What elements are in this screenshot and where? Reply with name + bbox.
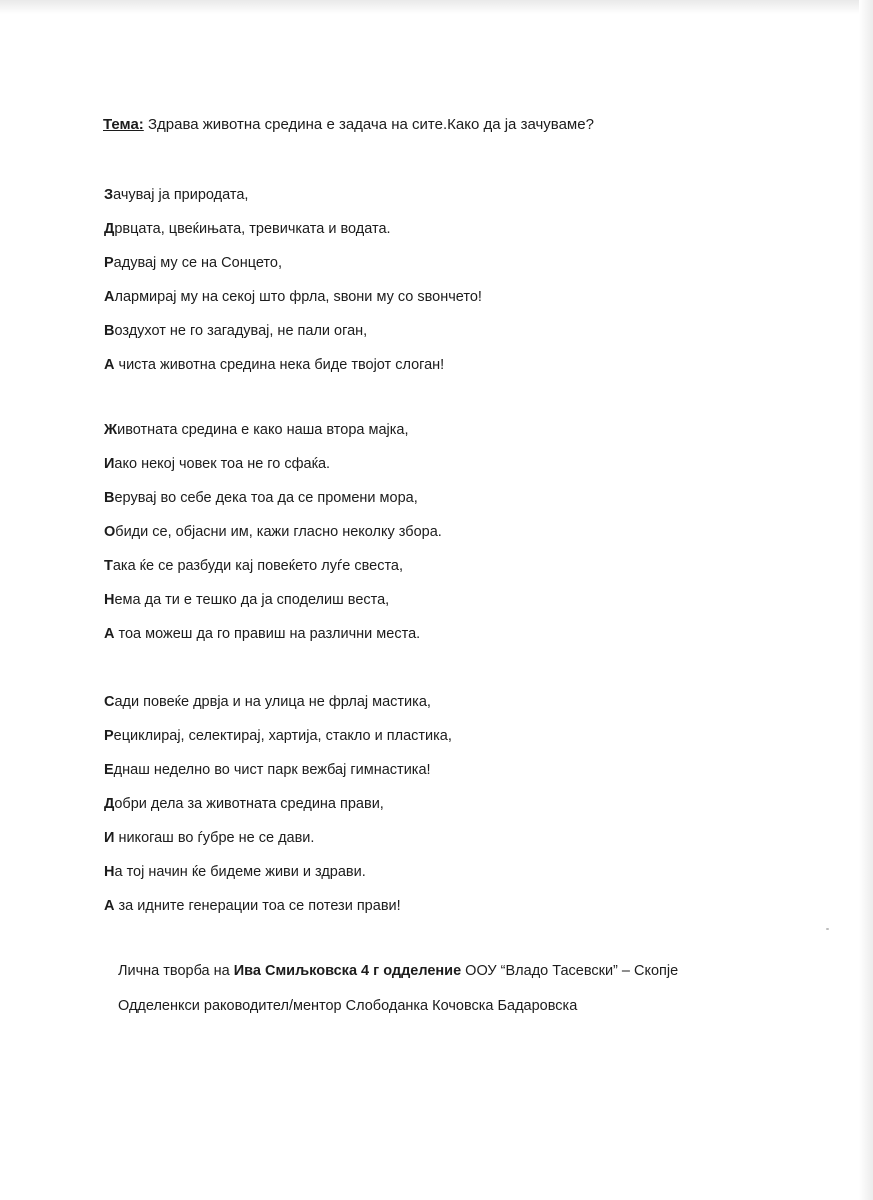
acrostic-letter: И <box>104 830 115 846</box>
poem-line <box>104 625 420 643</box>
poem-line <box>104 254 282 272</box>
acrostic-letter: В <box>104 323 115 339</box>
poem-line <box>104 829 314 847</box>
poem-line <box>104 557 403 575</box>
acrostic-letter: З <box>104 187 114 203</box>
poem-line-text: ерувај во себе дека тоа да се промени мора, <box>114 490 418 506</box>
poem-line <box>104 863 366 881</box>
author-prefix: Лична творба на <box>118 963 234 979</box>
poem-line-text: ециклирај, селектирај, хартија, стакло и пластика, <box>113 728 452 744</box>
poem-line-text: ивотната средина е како наша втора мајка, <box>117 422 409 438</box>
acrostic-letter: А <box>104 357 115 373</box>
poem-line-text: биди се, објасни им, кажи гласно неколку збора. <box>115 524 442 540</box>
poem-line <box>104 356 444 374</box>
acrostic-letter: С <box>104 694 115 710</box>
poem-line <box>104 421 409 439</box>
title-text: Здрава животна средина е задача на сите.Како да ја зачуваме? <box>143 116 594 133</box>
mentor-text: Одделенкси раководител/ментор Слободанка Кочовска Бадаровска <box>118 998 578 1014</box>
poem-line-text: обри дела за животната средина прави, <box>114 796 384 812</box>
poem-line-text: за идните генерации тоа се потези прави! <box>114 898 401 914</box>
acrostic-letter: Р <box>104 728 114 744</box>
acrostic-letter: В <box>104 490 115 506</box>
poem-line-text: ади повеќе дрвја и на улица не фрлај мастика, <box>114 694 431 710</box>
poem-line <box>104 455 330 473</box>
poem-line-text: никогаш во ѓубре не се дави. <box>114 830 315 846</box>
poem-line-text: ака ќе се разбуди кај повеќето луѓе свеста, <box>112 558 404 574</box>
poem-line <box>104 897 401 915</box>
acrostic-letter: Н <box>104 864 115 880</box>
mentor-line <box>118 997 577 1015</box>
poem-line-text: адувај му се на Сонцето, <box>113 255 282 271</box>
poem-line <box>104 322 367 340</box>
poem-line-text: лармирај му на секој што фрла, ѕвони му со ѕвончето! <box>114 289 482 305</box>
poem-line-text: чиста животна средина нека биде твојот слоган! <box>114 357 445 373</box>
poem-line-text: ачувај ја природата, <box>113 187 249 203</box>
poem-line <box>104 186 248 204</box>
poem-line <box>104 761 431 779</box>
author-name: Ива Смиљковска 4 г одделение <box>233 963 462 979</box>
author-school: ООУ “Владо Тасевски” – Скопје <box>461 963 679 979</box>
poem-line-text: рвцата, цвеќињата, тревичката и водата. <box>114 221 391 237</box>
poem-line <box>104 727 452 745</box>
acrostic-letter: Е <box>104 762 114 778</box>
poem-line <box>104 523 442 541</box>
poem-line-text: оздухот не го загадувај, не пали оган, <box>114 323 368 339</box>
acrostic-letter: Н <box>104 592 115 608</box>
acrostic-letter: Р <box>104 255 114 271</box>
scan-speck <box>826 928 829 930</box>
poem-line <box>104 489 418 507</box>
poem-line-text: днаш неделно во чист парк вежбај гимнастика! <box>113 762 431 778</box>
poem-line <box>104 693 431 711</box>
title-label: Тема: <box>103 116 144 133</box>
acrostic-letter: Т <box>104 558 113 574</box>
poem-line <box>104 795 384 813</box>
acrostic-letter: А <box>104 626 115 642</box>
poem-line <box>104 591 389 609</box>
acrostic-letter: Д <box>104 221 115 237</box>
acrostic-letter: И <box>104 456 115 472</box>
acrostic-letter: О <box>104 524 116 540</box>
acrostic-letter: Д <box>104 796 115 812</box>
poem-line-text: а тој начин ќе бидеме живи и здрави. <box>114 864 366 880</box>
poem-line <box>104 288 482 306</box>
poem-line-text: ема да ти е тешко да ја споделиш веста, <box>114 592 390 608</box>
poem-line <box>104 220 391 238</box>
acrostic-letter: А <box>104 289 115 305</box>
acrostic-letter: А <box>104 898 115 914</box>
poem-line-text: тоа можеш да го правиш на различни места. <box>114 626 421 642</box>
acrostic-letter: Ж <box>104 422 118 438</box>
poem-line-text: ако некој човек тоа не го сфаќа. <box>114 456 331 472</box>
author-line <box>118 962 678 980</box>
document-title <box>103 116 594 134</box>
